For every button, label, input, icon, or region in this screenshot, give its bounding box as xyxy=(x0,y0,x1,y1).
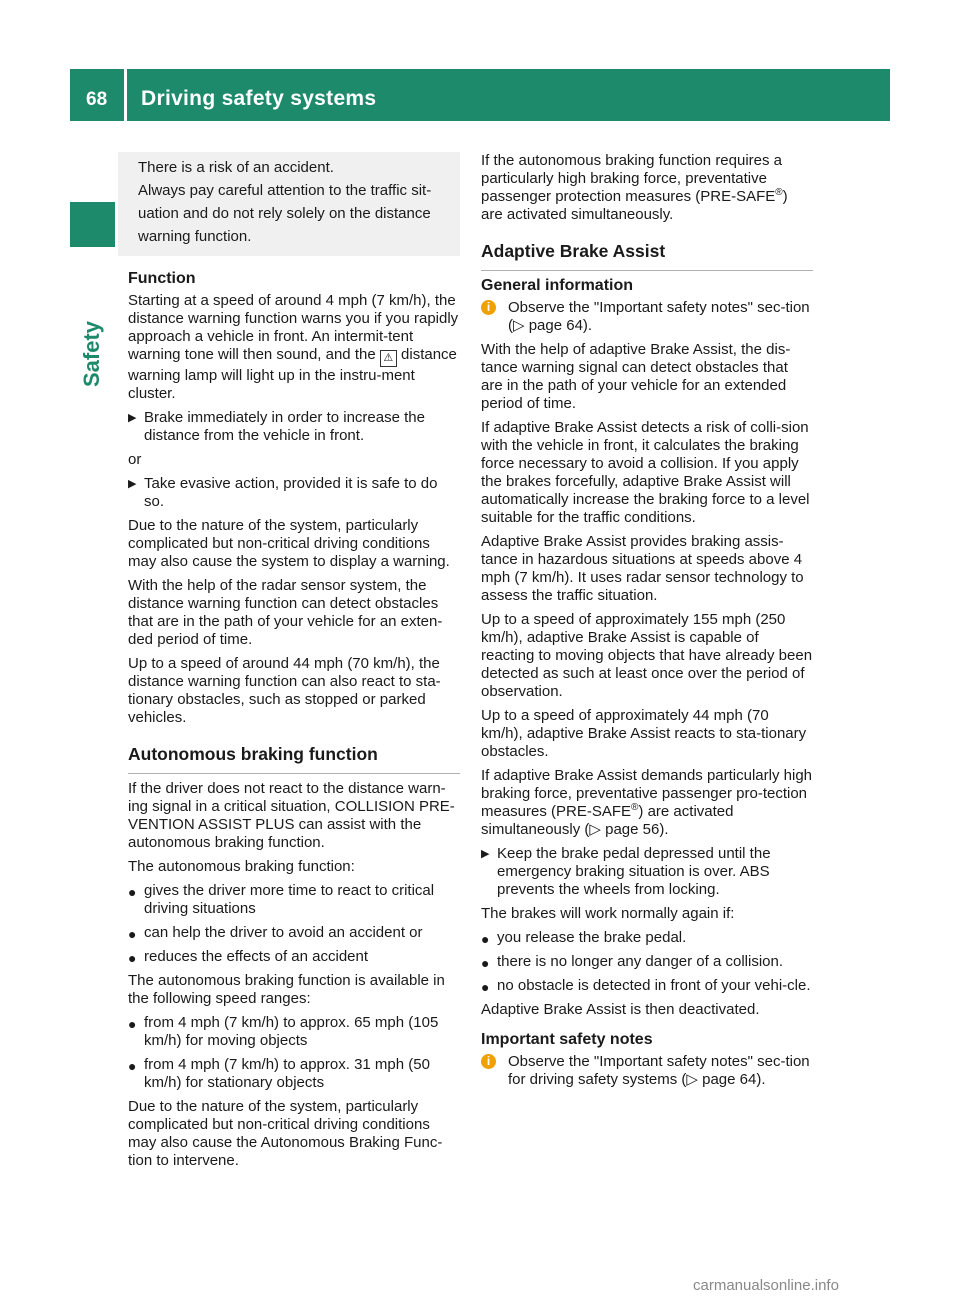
left-column xyxy=(128,152,460,1176)
paragraph: Due to the nature of the system, particularly complicated but non-critical driving conditions may also cause the system to display a warning. xyxy=(128,517,450,570)
instruction-step: ▶ Take evasive action, provided it is safe to do so. xyxy=(128,475,438,510)
bullet-icon: ● xyxy=(128,1016,137,1032)
paragraph: If adaptive Brake Assist detects a risk of colli-sion with the vehicle in front, it calculates the braking force necessary to avoid a collision. If you apply the brakes forcefully, adaptive Brake Assist will automatically increase the braking force to a level suitable for the traffic conditions. xyxy=(481,419,810,526)
instruction-step: ▶ Brake immediately in order to increase the distance from the vehicle in front. xyxy=(128,409,425,444)
general-information-heading: General information xyxy=(481,277,634,294)
list-item: ● from 4 mph (7 km/h) to approx. 31 mph (50 km/h) for stationary objects xyxy=(128,1056,430,1091)
adaptive-brake-assist-heading: Adaptive Brake Assist xyxy=(481,242,813,271)
paragraph: With the help of adaptive Brake Assist, the dis-tance warning signal can detect obstacles that are in the path of your vehicle for an extended period of time. xyxy=(481,341,791,412)
paragraph: Adaptive Brake Assist is then deactivated. xyxy=(481,1001,760,1018)
info-icon: i xyxy=(481,300,496,315)
page-reference-link[interactable]: page 56). xyxy=(600,821,669,838)
list-item: ● can help the driver to avoid an accident or xyxy=(128,924,423,942)
info-note: i Observe the "Important safety notes" sec-tion for driving safety systems (▷ page 64). xyxy=(481,1053,813,1089)
bullet-icon: ● xyxy=(128,926,137,942)
info-note: i Observe the "Important safety notes" sec-tion (▷ page 64). xyxy=(481,299,813,335)
list-item: ● gives the driver more time to react to critical driving situations xyxy=(128,882,435,917)
step-arrow-icon: ▶ xyxy=(128,412,137,424)
important-safety-notes-heading: Important safety notes xyxy=(481,1031,653,1048)
paragraph: Starting at a speed of around 4 mph (7 km/h), the distance warning function warns you if you rapidly approach a vehicle in front. An intermit-tent warning tone will then sound, and the ⚠ distance warning lamp will light up in the instru-ment cluster. xyxy=(128,292,459,402)
list-item: ● reduces the effects of an accident xyxy=(128,948,369,966)
bullet-icon: ● xyxy=(128,1058,137,1074)
paragraph: With the help of the radar sensor system, the distance warning function can detect obstacles that are in the path of your vehicle for an exten-ded period of time. xyxy=(128,577,443,648)
paragraph: The autonomous braking function: xyxy=(128,858,355,875)
page-number: 68 xyxy=(86,89,108,110)
page-ref-arrow-icon: ▷ xyxy=(513,317,525,334)
info-icon: i xyxy=(481,1054,496,1069)
page-header xyxy=(70,69,890,121)
paragraph: The autonomous braking function is available in the following speed ranges: xyxy=(128,972,445,1007)
paragraph: Up to a speed of approximately 44 mph (70 km/h), adaptive Brake Assist reacts to sta-tionary obstacles. xyxy=(481,707,807,760)
paragraph: If the autonomous braking function requires a particularly high braking force, preventative passenger protection measures (PRE-SAFE®) are activated simultaneously. xyxy=(481,152,788,223)
paragraph: or xyxy=(128,451,142,468)
list-item: ● you release the brake pedal. xyxy=(481,929,687,947)
bullet-icon: ● xyxy=(128,950,137,966)
bullet-icon: ● xyxy=(481,955,490,971)
chapter-title: Driving safety systems xyxy=(141,87,377,110)
distance-warning-lamp-icon: ⚠ xyxy=(380,350,397,367)
header-divider xyxy=(124,69,127,121)
autonomous-braking-heading: Autonomous braking function xyxy=(128,745,460,774)
function-heading: Function xyxy=(128,270,196,287)
page-reference-link[interactable]: page 64). xyxy=(697,1071,766,1088)
paragraph: Due to the nature of the system, particularly complicated but non-critical driving conditions may also cause the Autonomous Braking Func-tion to intervene. xyxy=(128,1098,443,1169)
paragraph: The brakes will work normally again if: xyxy=(481,905,735,922)
right-column xyxy=(481,152,813,1095)
section-side-label: Safety xyxy=(79,320,104,387)
paragraph: If the driver does not react to the distance warn-ing signal in a critical situation, COLLISION PRE-VENTION ASSIST PLUS can assist with the autonomous braking function. xyxy=(128,780,455,851)
warning-text: There is a risk of an accident. xyxy=(138,159,334,176)
step-arrow-icon: ▶ xyxy=(128,478,137,490)
paragraph: Adaptive Brake Assist provides braking assis-tance in hazardous situations at speeds above 4 mph (7 km/h). It uses radar sensor technology to assess the traffic situation. xyxy=(481,533,804,604)
step-arrow-icon: ▶ xyxy=(481,848,490,860)
instruction-step: ▶ Keep the brake pedal depressed until the emergency braking situation is over. ABS prevents the wheels from locking. xyxy=(481,845,771,898)
paragraph: If adaptive Brake Assist demands particularly high braking force, preventative passenger pro-tection measures (PRE-SAFE®) are activated simultaneously (▷ page 56). xyxy=(481,767,813,838)
bullet-icon: ● xyxy=(481,979,490,995)
warning-box xyxy=(118,152,460,256)
paragraph: Up to a speed of approximately 155 mph (250 km/h), adaptive Brake Assist is capable of reacting to moving objects that have already been detected as such at least once over the period of observation. xyxy=(481,611,813,700)
list-item: ● no obstacle is detected in front of your vehi-cle. xyxy=(481,977,811,995)
warning-text: Always pay careful attention to the traffic sit-uation and do not rely solely on the distance warning function. xyxy=(138,182,432,245)
watermark: carmanualsonline.info xyxy=(693,1277,839,1294)
bullet-icon: ● xyxy=(481,931,490,947)
page-reference-link[interactable]: page 64). xyxy=(524,317,593,334)
bullet-icon: ● xyxy=(128,884,137,900)
section-tab-marker xyxy=(70,202,115,247)
page-ref-arrow-icon: ▷ xyxy=(589,821,601,838)
paragraph: Up to a speed of around 44 mph (70 km/h), the distance warning function can also react to sta-tionary obstacles, such as stopped or parked vehicles. xyxy=(128,655,441,726)
page-ref-arrow-icon: ▷ xyxy=(686,1071,698,1088)
list-item: ● there is no longer any danger of a collision. xyxy=(481,953,784,971)
list-item: ● from 4 mph (7 km/h) to approx. 65 mph (105 km/h) for moving objects xyxy=(128,1014,439,1049)
